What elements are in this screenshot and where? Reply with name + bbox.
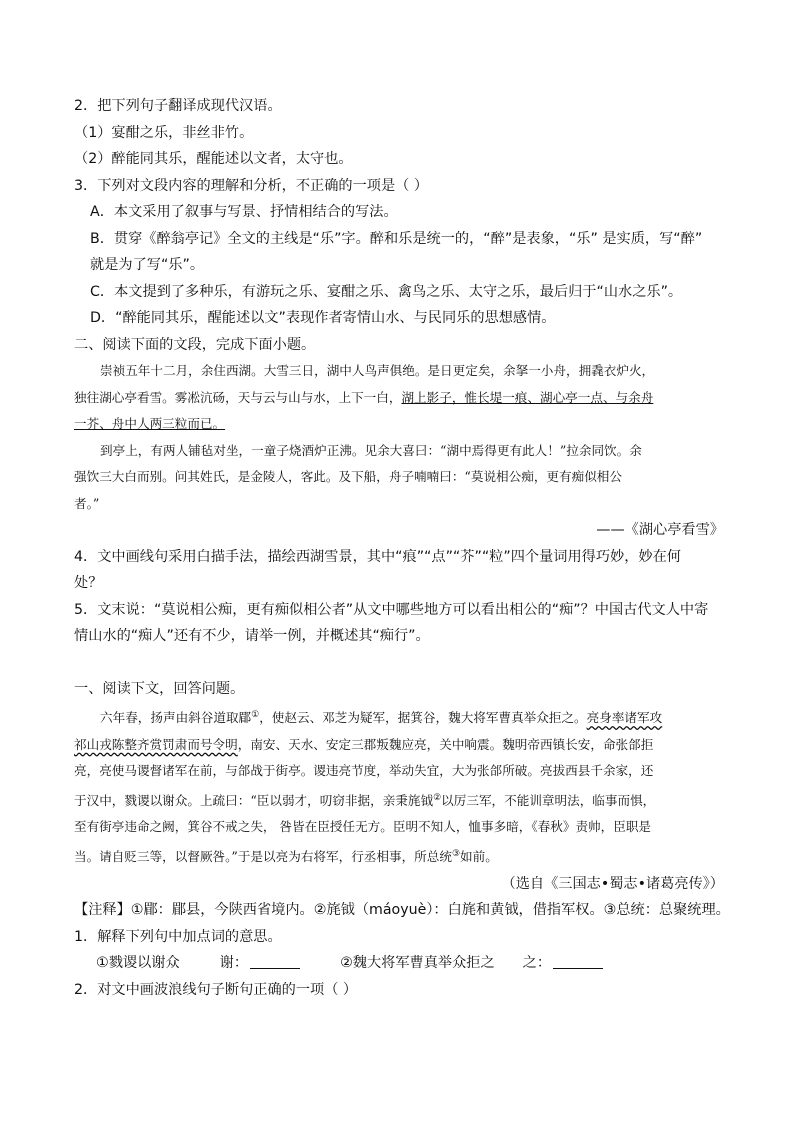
passage-line bbox=[74, 841, 724, 871]
passage-line: 者。” bbox=[74, 495, 100, 511]
passage-text: 以厉三军，不能训章明法，临事而惧， bbox=[441, 792, 656, 808]
passage-text: 六年春，扬声由斜谷道取郿 bbox=[100, 710, 252, 726]
option-b-continued: 就是为了写“乐”。 bbox=[90, 257, 205, 273]
passage-line: 到亭上，有两人铺毡对坐，一童子烧酒炉正沸。见余大喜曰：“湖中焉得更有此人！”拉余同饮。余 bbox=[100, 442, 642, 458]
question-5-continued: 情山水的“痴人”还有不少，请举一例，并概述其“痴行”。 bbox=[74, 628, 430, 644]
passage-line bbox=[74, 702, 724, 732]
section-1-heading: 一、阅读下文，回答问题。 bbox=[74, 680, 245, 697]
question-1-item-a: ①戮谡以谢众 bbox=[96, 955, 180, 972]
annotation-note: 【注释】①郿：郿县，今陕西省境内。②旄钺（máoyuè）：白旄和黄钺，借指军权。③总统：总聚统理。 bbox=[74, 902, 730, 919]
wavy-underlined-sentence: 亮身率诸军攻 bbox=[586, 710, 663, 726]
question-5: 5．文末说：“莫说相公痴，更有痴似相公者”从文中哪些地方可以看出相公的“痴”？中国古代文人中寄 bbox=[74, 601, 709, 618]
passage-line bbox=[74, 785, 724, 815]
passage-line: 至有街亭违命之阙，箕谷不戒之失， 咎皆在臣授任无方。臣明不知人，恤事多暗，《春秋》责帅，臣职是 bbox=[74, 819, 652, 835]
section-2-heading: 二、阅读下面的文段，完成下面小题。 bbox=[74, 336, 316, 353]
question-4: 4．文中画线句采用白描手法，描绘西湖雪景，其中“痕”“点”“芥”“粒”四个量词用得巧妙，妙在何 bbox=[74, 548, 681, 565]
passage-text: 独往湖心亭看雪。雾凇沆砀，天与云与山与水，上下一白， bbox=[74, 389, 402, 405]
question-2-punctuation: 2．对文中画波浪线句子断句正确的一项（ ） bbox=[74, 981, 358, 998]
question-2-sentence-1: （1）宴酣之乐，非丝非竹。 bbox=[74, 124, 254, 141]
option-c: C．本文提到了多种乐，有游玩之乐、宴酣之乐、禽鸟之乐、太守之乐，最后归于“山水之乐”。 bbox=[90, 283, 683, 300]
wavy-underlined-sentence: 祁山戎陈整齐赏罚肃而号令明 bbox=[74, 736, 238, 752]
passage-text: 当。请自贬三等，以督厥咎。”于是以亮为右将军，行丞相事，所总统 bbox=[74, 849, 452, 865]
passage-line: 亮，亮使马谡督诸军在前，与郃战于街亭。谡违亮节度，举动失宜，大为张郃所破。亮拔西县千余家，还 bbox=[74, 763, 654, 779]
passage-source: （选自《三国志•蜀志•诸葛亮传》） bbox=[501, 875, 724, 892]
note-marker: ① bbox=[251, 710, 260, 720]
option-a: A．本文采用了叙事与写景、抒情相结合的写法。 bbox=[90, 204, 398, 220]
question-2-title: 2．把下列句子翻译成现代汉语。 bbox=[74, 98, 282, 114]
underlined-sentence: 一芥、舟中人两三粒而已。 bbox=[74, 416, 226, 431]
answer-label-b: 之： bbox=[522, 955, 552, 972]
passage-text: 于汉中，戮谡以谢众。上疏曰：“臣以弱才，叨窃非据，亲秉旄钺 bbox=[74, 792, 434, 808]
passage-line bbox=[74, 411, 724, 438]
answer-blank-b[interactable] bbox=[553, 954, 603, 969]
question-3-title: 3．下列对文段内容的理解和分析，不正确的一项是（ ） bbox=[74, 177, 429, 194]
passage-line bbox=[74, 732, 724, 759]
answer-blank-a[interactable] bbox=[250, 954, 300, 969]
question-4-continued: 处？ bbox=[74, 575, 103, 591]
passage-line bbox=[74, 385, 724, 412]
note-marker: ③ bbox=[451, 848, 461, 859]
underlined-sentence: 湖上影子，惟长堤一痕、湖心亭一点、与余舟 bbox=[401, 389, 654, 405]
note-marker: ② bbox=[433, 792, 442, 803]
option-d: D．“醉能同其乐，醒能述以文”表现作者寄情山水、与民同乐的思想感情。 bbox=[90, 310, 556, 326]
question-1-items bbox=[74, 950, 724, 977]
passage-source: ——《湖心亭看雪》 bbox=[596, 522, 724, 538]
passage-line: 崇祯五年十二月，余住西湖。大雪三日，湖中人鸟声俱绝。是日更定矣，余拏一小舟，拥毳衣炉火， bbox=[100, 363, 655, 378]
question-2-sentence-2: （2）醉能同其乐，醒能述以文者，太守也。 bbox=[74, 151, 353, 167]
passage-text: 如前。 bbox=[460, 849, 498, 865]
passage-line: 强饮三大白而别。问其姓氏，是金陵人，客此。及下船，舟子喃喃曰：“莫说相公痴，更有痴似相公 bbox=[74, 469, 622, 484]
answer-label-a: 谢： bbox=[219, 955, 249, 972]
spacer bbox=[74, 650, 724, 676]
option-b: B．贯穿《醉翁亭记》全文的主线是“乐”字。醉和乐是统一的，“醉”是表象，“乐” 是实质，写“醉” bbox=[90, 230, 703, 247]
passage-text: ，使赵云、邓芝为疑军，据箕谷，魏大将军曹真举众拒之。 bbox=[259, 710, 587, 726]
page-content bbox=[74, 93, 730, 1003]
question-1-item-b: ②魏大将军曹真举众拒之 bbox=[340, 955, 495, 972]
passage-text: ，南安、天水、安定三郡叛魏应亮，关中响震。魏明帝西镇长安，命张郃拒 bbox=[237, 736, 654, 752]
question-1: 1．解释下列句中加点词的意思。 bbox=[74, 928, 282, 945]
